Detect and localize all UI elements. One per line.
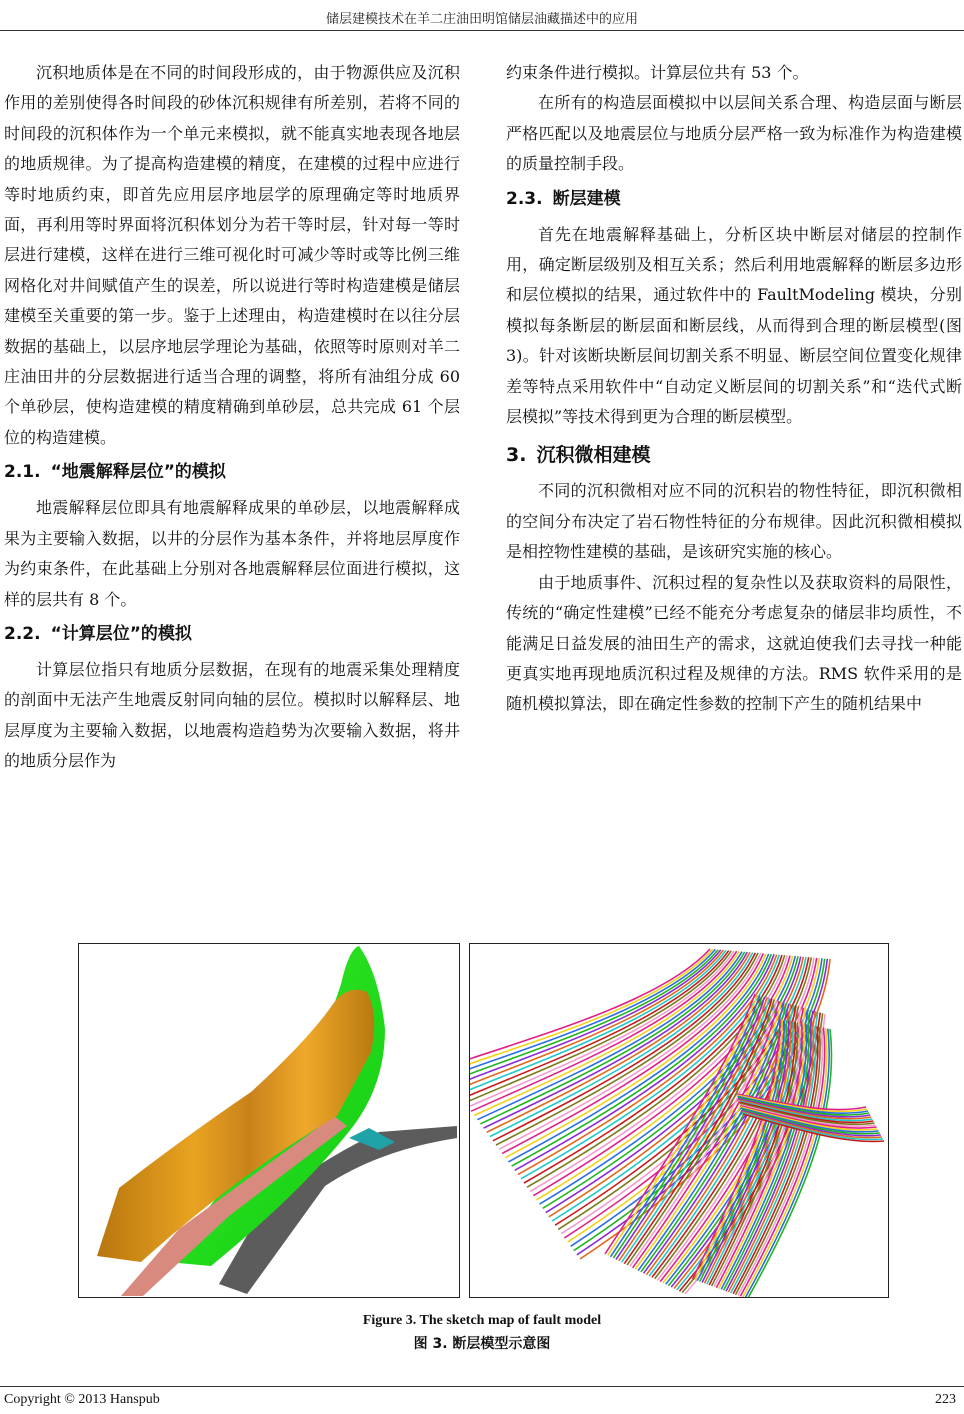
figure-caption-en: Figure 3. The sketch map of fault model — [362, 1313, 602, 1328]
continuation-paragraph: 约束条件进行模拟。计算层位共有 53 个。 — [506, 63, 809, 82]
section-2-3-paragraph: 首先在地震解释基础上，分析区块中断层对储层的控制作用，确定断层级别及相互关系；然后利用地震解释的断层多边形和层位模拟的结果，通过软件中的 FaultModeling 模块，分别模拟每条断层的断层面和断层线，从而得到合理的断层模型(图 3)。针对该断块断层间切割关系不明显、断层空间位置变化规律差等特点采用软件中“自动定义断层间的切割关系”和“迭代式断层模拟”等技术得到更为合理的断层模型。 — [506, 224, 962, 427]
section-number: 2.3. — [506, 188, 543, 209]
figure-caption-zh: 图 3. 断层模型示意图 — [413, 1336, 551, 1352]
section-2-2-heading — [4, 621, 460, 647]
section-title: “计算层位”的模拟 — [50, 623, 192, 644]
fault-surfaces-image — [79, 944, 459, 1297]
header-rule — [0, 30, 964, 31]
fault-surface-panel — [78, 943, 460, 1298]
fault-line — [470, 950, 721, 1086]
fault-lines-image — [470, 944, 888, 1297]
fault-lines-panel — [469, 943, 889, 1298]
left-column — [4, 58, 460, 777]
copyright-notice: Copyright © 2013 Hanspub — [4, 1392, 160, 1407]
running-header: 储层建模技术在羊二庄油田明馆储层油藏描述中的应用 — [325, 12, 638, 27]
section-2-3-heading — [506, 186, 962, 212]
quality-control-paragraph: 在所有的构造层面模拟中以层间关系合理、构造层面与断层严格匹配以及地震层位与地质分层严格一致为标准作为构造建模的质量控制手段。 — [506, 93, 962, 174]
section-title: 断层建模 — [552, 188, 621, 209]
section-number: 2.2. — [4, 623, 41, 644]
section-2-1-paragraph: 地震解释层位即具有地震解释成果的单砂层，以地震解释成果为主要输入数据，以井的分层作为基本条件，并将地层厚度作为约束条件，在此基础上分别对各地震解释层位面进行模拟，这样的层共有 8 个。 — [4, 498, 460, 609]
footer-rule — [0, 1386, 964, 1387]
section-title: 沉积微相建模 — [536, 444, 651, 467]
section-3-paragraph-1: 不同的沉积微相对应不同的沉积岩的物性特征，即沉积微相的空间分布决定了岩石物性特征的分布规律。因此沉积微相模拟是相控物性建模的基础，是该研究实施的核心。 — [506, 481, 962, 562]
section-3-paragraph-2: 由于地质事件、沉积过程的复杂性以及获取资料的局限性，传统的“确定性建模”已经不能充分考虑复杂的储层非均质性，不能满足日益发展的油田生产的需求，这就迫使我们去寻找一种能更真实地再现地质沉积过程及规律的方法。RMS 软件采用的是随机模拟算法，即在确定性参数的控制下产生的随机结果中 — [506, 572, 962, 714]
right-column — [506, 58, 962, 720]
page-number: 223 — [935, 1392, 956, 1407]
intro-paragraph: 沉积地质体是在不同的时间段形成的，由于物源供应及沉积作用的差别使得各时间段的砂体沉积规律有所差别，若将不同的时间段的沉积体作为一个单元来模拟，就不能真实地表现各地层的地质规律。为了提高构造建模的精度，在建模的过程中应进行等时地质约束，即首先应用层序地层学的原理确定等时地质界面，再利用等时界面将沉积体划分为若干等时层，针对每一等时层进行建模，这样在进行三维可视化时可减少等时或等比例三维网格化对井间赋值产生的误差，所以说进行等时构造建模是储层建模至关重要的第一步。鉴于上述理由，构造建模时在以往分层数据的基础上，以层序地层学理论为基础，依照等时原则对羊二庄油田井的分层数据进行适当合理的调整，将所有油组分成 60 个单砂层，使构造建模的精度精确到单砂层，总共完成 61 个层位的构造建模。 — [4, 63, 460, 447]
section-2-1-heading — [4, 459, 460, 485]
section-number: 2.1. — [4, 462, 41, 483]
section-2-2-paragraph: 计算层位指只有地质分层数据，在现有的地震采集处理精度的剖面中无法产生地震反射同向轴的层位。模拟时以解释层、地层厚度为主要输入数据，以地震构造趋势为次要输入数据，将井的地质分层作为 — [4, 659, 460, 771]
section-3-heading — [506, 442, 962, 468]
section-title: “地震解释层位”的模拟 — [50, 462, 226, 483]
section-number: 3. — [506, 444, 527, 467]
